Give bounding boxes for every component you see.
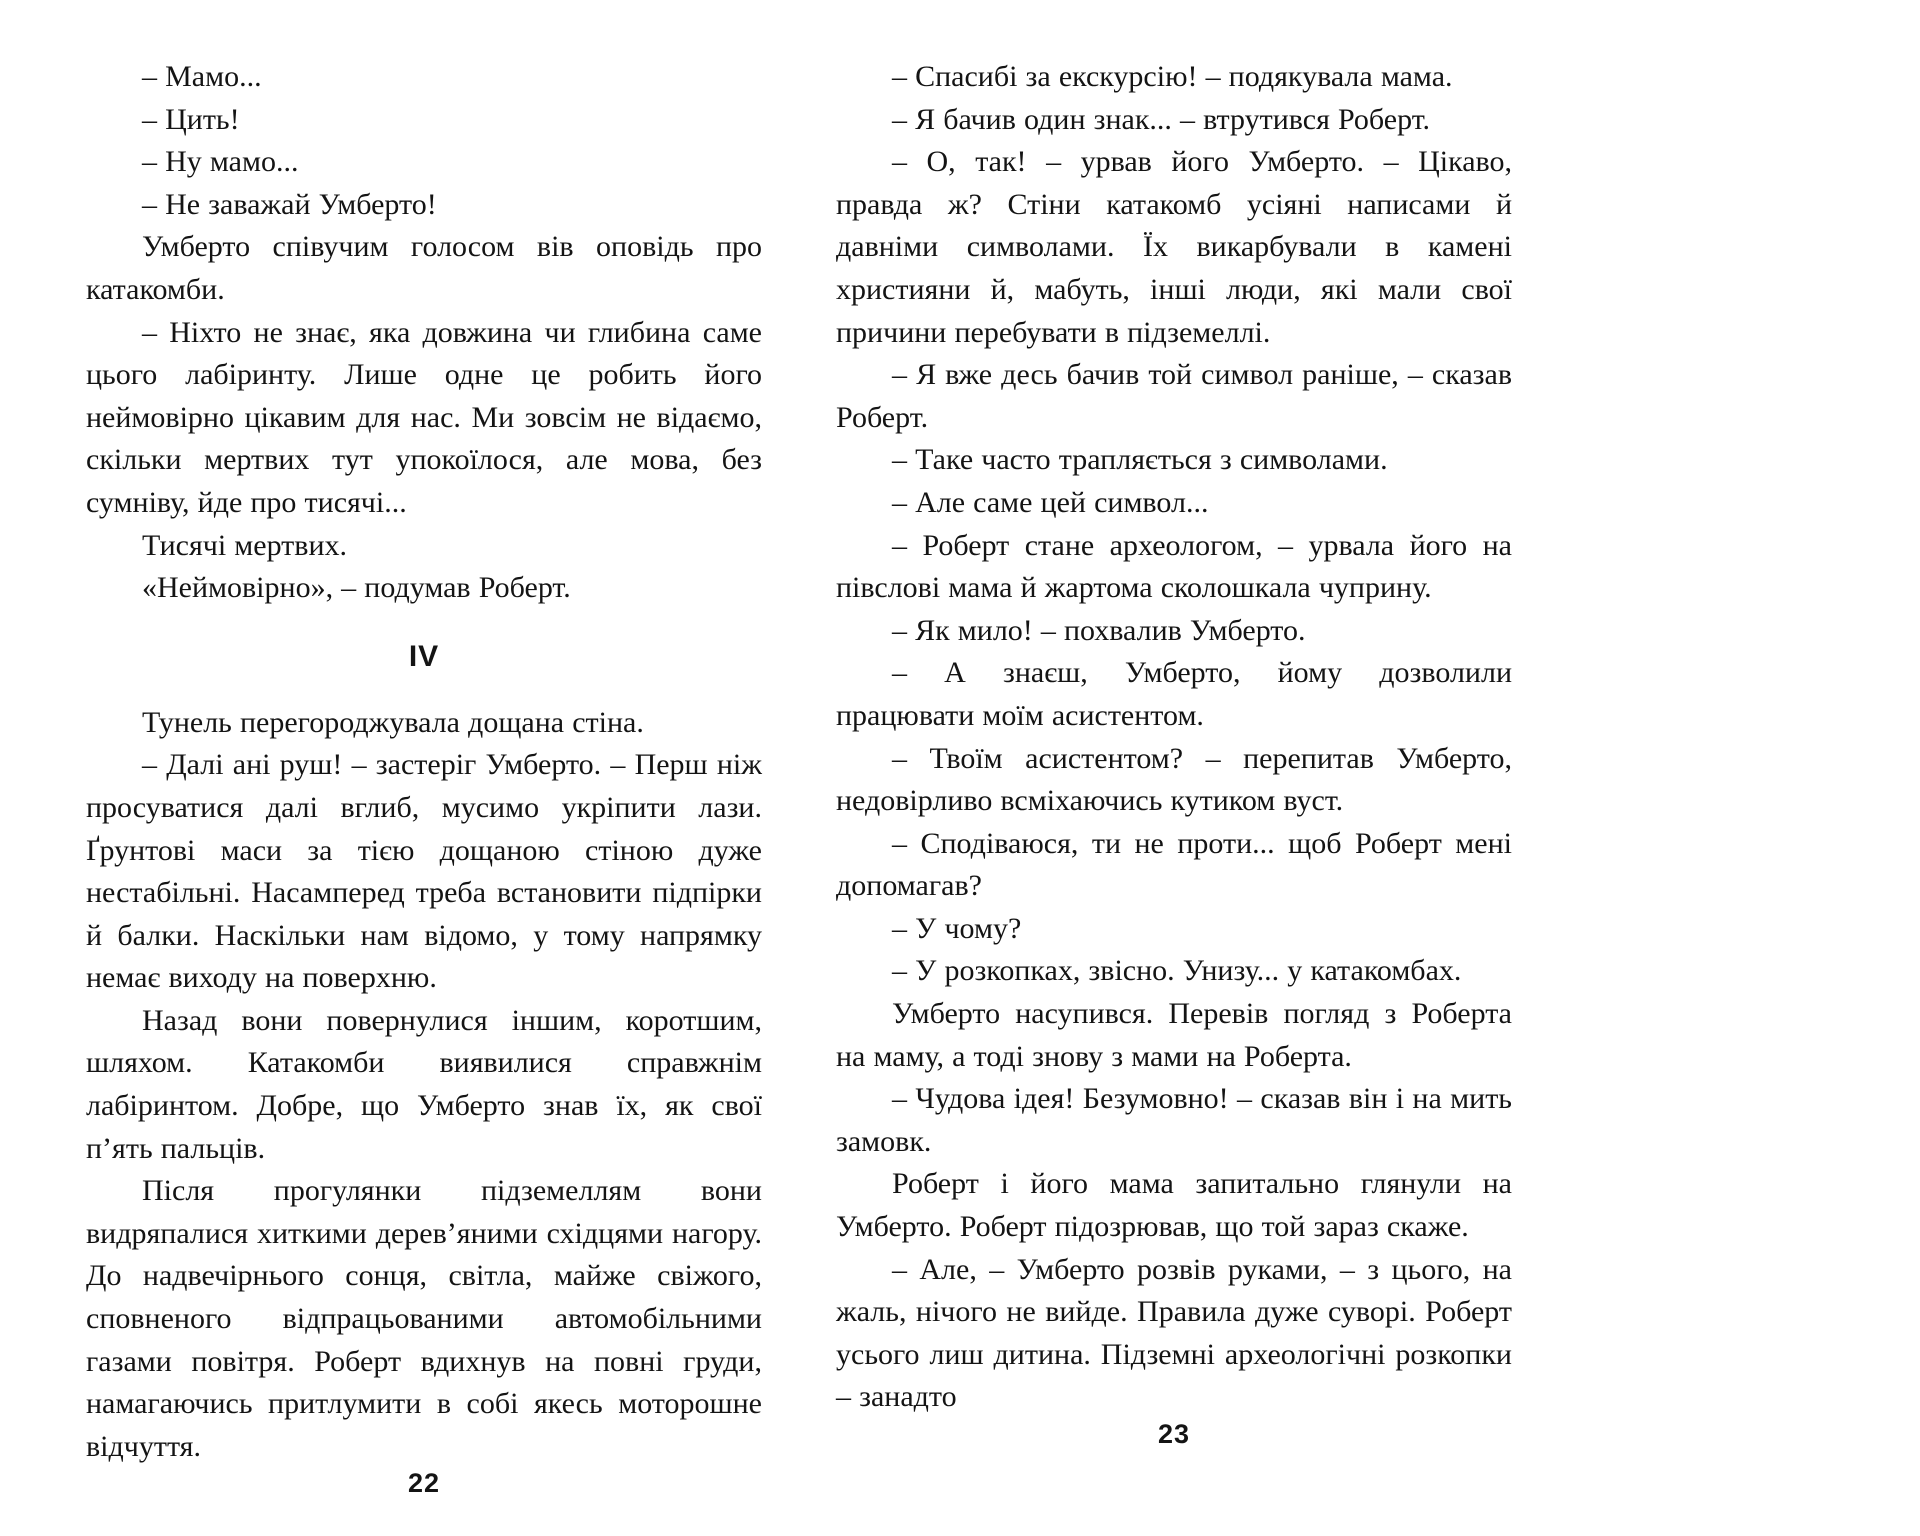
paragraph: – О, так! – урвав його Умберто. – Цікаво, правда ж? Стіни катакомб усіяні написами й давніми символами. Їх викарбували в камені християни й, мабуть, інші люди, які мали свої причини перебувати в підземеллі. — [836, 145, 1512, 349]
paragraph: – Ну мамо... — [142, 145, 299, 179]
page-right — [836, 56, 1512, 1449]
paragraph: – Не заважай Умберто! — [142, 187, 437, 221]
paragraph: Тунель перегороджувала дощана стіна. — [142, 705, 644, 739]
page-left — [86, 56, 762, 1499]
paragraph: Роберт і його мама запитально глянули на Умберто. Роберт підозрював, що той зараз скаже. — [836, 1167, 1512, 1244]
paragraph: – Сподіваюся, ти не проти... щоб Роберт мені допомагав? — [836, 826, 1512, 903]
paragraph: – Роберт стане археологом, – урвала його на півслові мама й жартома сколошкала чуприну. — [836, 528, 1512, 605]
paragraph: – Далі ані руш! – застеріг Умберто. – Перш ніж просуватися далі вглиб, мусимо укріпити лази. Ґрунтові маси за тією дощаною стіною дуже нестабільні. Насамперед треба встановити підпірки й балки. Наскільки нам відомо, у тому напрямку немає виходу на поверхню. — [86, 748, 762, 995]
page-number-right: 23 — [1157, 1419, 1191, 1449]
paragraph: Умберто насупився. Перевів погляд з Роберта на маму, а тоді знову з мами на Роберта. — [836, 997, 1512, 1073]
paragraph: Умберто співучим голосом вів оповідь про катакомби. — [86, 230, 762, 306]
paragraph: – У розкопках, звісно. Унизу... у катакомбах. — [892, 954, 1462, 988]
paragraph: – Я вже десь бачив той символ раніше, – сказав Роберт. — [836, 358, 1512, 434]
paragraph: Після прогулянки підземеллям вони видряпалися хиткими дерев’яними східцями нагору. До надвечірнього сонця, світла, майже свіжого, сповненого відпрацьованими автомобільними газами повітря. Роберт вдихнув на повні груди, намагаючись притлумити в собі якесь моторошне відчуття. — [86, 1174, 762, 1463]
paragraph: – А знаєш, Умберто, йому дозволили працювати моїм асистентом. — [836, 656, 1512, 732]
paragraph: – Але саме цей символ... — [892, 485, 1209, 519]
paragraph: – Спасибі за екскурсію! – подякувала мама. — [892, 60, 1453, 93]
section-heading: IV — [408, 639, 440, 673]
page-number-left: 22 — [407, 1468, 441, 1499]
paragraph: – Але, – Умберто розвів руками, – з цього, на жаль, нічого не вийде. Правила дуже суворі. Роберт усього лиш дитина. Підземні археологічні розкопки – занадто — [836, 1252, 1512, 1414]
paragraph: – Цить! — [142, 102, 240, 136]
paragraph: – Твоїм асистентом? – перепитав Умберто, недовірливо всміхаючись кутиком вуст. — [836, 741, 1512, 818]
paragraph: Назад вони повернулися іншим, коротшим, шляхом. Катакомби виявилися справжнім лабіринтом. Добре, що Умберто знав їх, як свої п’ять пальців. — [86, 1003, 762, 1165]
paragraph: – Мамо... — [142, 60, 262, 93]
paragraph: «Неймовірно», – подумав Роберт. — [142, 571, 571, 605]
paragraph: – Таке часто трапляється з символами. — [892, 443, 1388, 477]
paragraph: – Чудова ідея! Безумовно! – сказав він і на мить замовк. — [836, 1082, 1512, 1158]
paragraph: Тисячі мертвих. — [142, 528, 348, 562]
paragraph: – Ніхто не знає, яка довжина чи глибина саме цього лабіринту. Лише одне це робить його неймовірно цікавим для нас. Ми зовсім не відаємо, скільки мертвих тут упокоїлося, але мова, без сумніву, йде про тисячі... — [86, 315, 762, 519]
paragraph: – У чому? — [892, 911, 1022, 945]
paragraph: – Я бачив один знак... – втрутився Роберт. — [892, 102, 1431, 136]
paragraph: – Як мило! – похвалив Умберто. — [892, 613, 1306, 647]
